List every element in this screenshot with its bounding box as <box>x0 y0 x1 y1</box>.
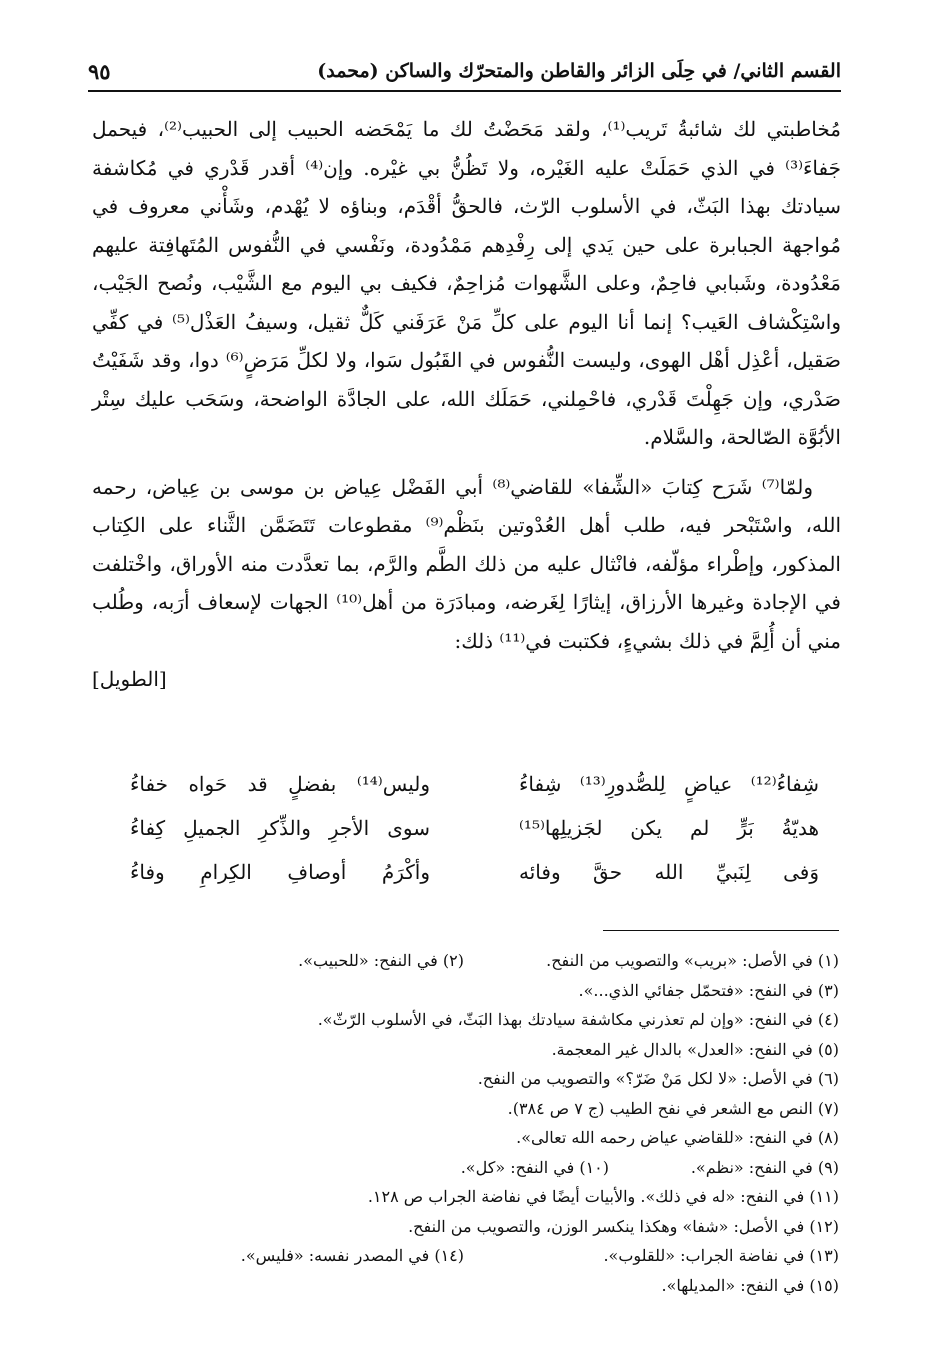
footnote-line <box>92 1094 839 1124</box>
footnote: (٨) في النفح: «للقاضي عياض رحمه الله تعالى». <box>516 1128 839 1147</box>
footnote-line <box>92 1123 839 1153</box>
footnote: (٩) في النفح: «نظم». <box>690 1157 839 1177</box>
verse-first-hemistich: شِفاءُ⁽¹²⁾ عياضٍ لِلصُّدورِ⁽¹³⁾ شِفاءُ <box>519 772 819 796</box>
footnote: (١) في الأصل: «بريب» والتصويب من النفح. <box>546 951 839 970</box>
footnote-separator <box>603 930 839 931</box>
footnote: (٣) في النفح: «فتحمّل جفائي الذي...». <box>578 980 839 1000</box>
footnote: (٥) في النفح: «العدل» بالدال غير المعجمة. <box>551 1039 839 1059</box>
verse-second-hemistich: سوى الأجرِ والذِّكرِ الجميلِ كِفاءُ <box>130 816 430 840</box>
main-text <box>92 110 841 699</box>
footnote: (٦) في الأصل: «لا لكل مَنْ ضَرّ؟» والتصويب من النفح. <box>477 1069 839 1088</box>
footnote-line <box>92 1035 839 1065</box>
footnote-line <box>92 1064 839 1094</box>
footnote: (١٥) في النفح: «المديلها». <box>661 1275 839 1295</box>
footnote: (١٤) في المصدر نفسه: «فليس». <box>240 1246 464 1265</box>
footnote: (١٠) في النفح: «كل». <box>460 1157 609 1177</box>
footnote: (١٣) في نفاضة الجراب: «للقلوب». <box>603 1246 839 1265</box>
verse-first-hemistich: هديّةُ بَرٍّ لم يكن لجَزيلِها⁽¹⁵⁾ <box>519 816 819 840</box>
footnote-line <box>92 1005 839 1035</box>
footnote-line <box>92 976 839 1006</box>
verse-second-hemistich: وليس⁽¹⁴⁾ بفضلٍ قد حَواه خفاءُ <box>130 772 430 796</box>
paragraph-1: مُخاطبتي لك شائبةُ تَريب⁽¹⁾، ولقد مَحَضْتُ لك ما يَمْحَضه الحبيب إلى الحبيب⁽²⁾، فيحمل جَفاءَ⁽³⁾ في الذي حَمَلَتْ عليه الغَيْره، ولا تَظُنُّ بي غيْره. وإن⁽⁴⁾ أقدر قَدْري في مُكاشفة سيادتك بهذا البَثّ، في الأسلوب الرّث، فالحقُّ أقْدَم، وبناؤه لا يُهْدم، وشَأْني معروف في مُواجهة الجبابرة على حين يَدي إلى رِفْدِهم مَمْدُودة، ونَفْسي في النُّفوس المُتَهافِتة عليهم مَعْدُودة، وشَبابي فاحِمٌ، وعلى الشَّهوات مُزاحِمٌ، فكيف بي اليوم مع الشَّيْب، ونُصح الجَيْب، واسْتِكْشاف العَيب؟ إنما أنا اليوم على كلِّ مَنْ عَرَفَني كَلٌّ ثقيل، وسيفُ العَذْل⁽⁵⁾ في كفِّي صَقيل، أعْذِل أهْل الهوى، وليست النُّفوس في القَبُول سَوا، ولا لكلِّ مَرَضٍ⁽⁶⁾ دوا، وقد شَفَيْتُ صَدْري، وإن جَهِلْتَ قَدْري، فاحْمِلني، حَمَلَك الله، على الجادَّة الواضحة، وسَحَب عليك سِتْر الأبُوَّة الصّالحة، والسَّلام. <box>92 117 841 449</box>
footnote-line <box>92 1182 839 1212</box>
footnote-line <box>92 946 839 976</box>
footnote: (١٢) في الأصل: «شفا» وهكذا ينكسر الوزن، والتصويب من النفح. <box>408 1216 839 1236</box>
footnotes <box>92 946 839 1300</box>
footnote: (١١) في النفح: «له في ذلك». والأبيات أيضًا في نفاضة الجراب ص ١٢٨. <box>367 1187 839 1206</box>
page-number: ٩٥ <box>88 58 111 84</box>
footnote: (٤) في النفح: «وإن لم تعذرني مكاشفة سيادتك بهذا البَثّ، في الأسلوب الرّثّ». <box>317 1010 839 1029</box>
poem-verse <box>130 806 819 850</box>
poem-meter: [الطويل] <box>92 667 167 691</box>
footnote-line <box>92 1271 839 1301</box>
header-title: القسم الثاني/ في حِلَى الزائر والقاطن والمتحرّك والساكن (محمد) <box>317 60 841 82</box>
poem-verse <box>130 850 819 894</box>
running-header <box>88 52 841 92</box>
footnote-line <box>92 1241 839 1271</box>
footnote: (٧) النص مع الشعر في نفح الطيب (ج ٧ ص ٣٨٤). <box>507 1098 839 1118</box>
poem <box>130 762 819 894</box>
verse-first-hemistich: وَفى لِنَبيِّ الله حقَّ وفائه <box>519 860 819 884</box>
verse-second-hemistich: وأكْرَمُ أوصافِ الكِرامِ وفاءُ <box>130 860 430 884</box>
footnote-line <box>92 1212 839 1242</box>
footnote: (٢) في النفح: «للحبيب». <box>298 951 464 970</box>
paragraph-2: ولمّا⁽⁷⁾ شَرَح كِتابَ «الشِّفا» للقاضي⁽⁸⁾ أبي الفَضْل عِياض بن موسى بن عِياض، رحمه الله، واسْتَبْحر فيه، طلب أهل العُدْوتين بنَظْم⁽⁹⁾ مقطوعات تَتَضَمَّن الثَّناء على الكِتاب المذكور، وإطْراء مؤلّفه، فانْثال عليه من ذلك الطَّم والرَّم، بما تعدَّدت منه الأوراق، واخْتلفت في الإجادة وغيرها الأرزاق، إيثارًا لِغَرضه، ومبادَرَة من أهل⁽¹⁰⁾ الجهات لإسعاف أرَبه، وطُلب مني أن أُلِمَّ في ذلك بشيءٍ، فكتبت في⁽¹¹⁾ ذلك: <box>92 474 842 653</box>
footnote-line <box>92 1153 839 1183</box>
poem-verse <box>130 762 819 806</box>
